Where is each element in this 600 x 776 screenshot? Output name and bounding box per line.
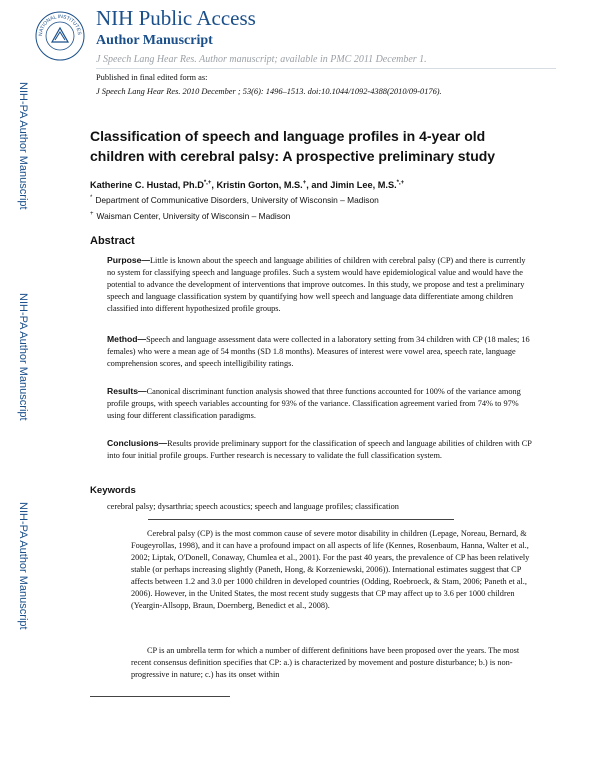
author-gorton: Kristin Gorton, M.S. (216, 180, 303, 191)
body-paragraph-2: CP is an umbrella term for which a number of different definitions have been proposed over the years. The most recent consensus definition specifies that CP: a.) is characterized by movement and posture disturbance; b.) is non-progressive in nature; c.) has its onset within (131, 646, 520, 679)
body-paragraph-1: Cerebral palsy (CP) is the most common cause of severe motor disability in children (Lepage, Noreau, Bernard, & Fougeyrollas, 1998), and it can have a profound impact on all aspects of life (Kennes, Rosenbaum, Hanna, Walter et al., 2002; Liptak, O'Donell, Conaway, Chumlea et al., 2001). For the past 40 years, the prevalence of CP has been relatively stable (or perhaps increasing slightly (Paneth, Hong, & Korzeniewski, 2006)). International estimates suggest that CP affects between 1.2 and 3.0 per 1000 children in developed countries (Odding, Roebroeck, & Stam, 2006; Paneth et al., 2006). However, in the United States, the most recent study suggests that CP may affect up to 3.6 per 1000 children (Yeargin-Allsopp, Braun, Doernberg, Benedict et al., 2008). (131, 529, 530, 610)
keywords-heading: Keywords (90, 485, 136, 496)
abstract-method: Method—Speech and language assessment data were collected in a laboratory setting from 34 children with CP (18 males; 16 females) who were a mean age of 54 months (SD 1.8 months). Measures of interest were vowel area, speech rate, language comprehension scores, and speech intelligibility ratings. (107, 334, 530, 368)
affiliation-1: * Department of Communicative Disorders, University of Wisconsin – Madison (90, 195, 379, 205)
availability-citation: J Speech Lang Hear Res. Author manuscript; available in PMC 2011 December 1. (96, 54, 427, 65)
article-title: Classification of speech and language profiles in 4-year old children with cerebral palsy: A prospective preliminary study (90, 128, 496, 164)
side-label-bottom: NIH-PA Author Manuscript (17, 502, 29, 630)
author-hustad: Katherine C. Hustad, Ph.D (90, 180, 204, 191)
keywords-list: cerebral palsy; dysarthria; speech acoustics; speech and language profiles; classification (107, 502, 399, 511)
published-label: Published in final edited form as: (96, 73, 208, 82)
footnote-rule (90, 696, 230, 697)
header-rule (96, 68, 556, 69)
side-label-top: NIH-PA Author Manuscript (17, 82, 29, 210)
author-lee: Jimin Lee, M.S. (330, 180, 397, 191)
abstract-results: Results—Canonical discriminant function analysis showed that three functions accounted for 100% of the variance among profile groups, with speech variables accounting for 93% of the variance. Classification agreement varied from 74% to 97% using four different classification paradigms. (107, 386, 521, 420)
affiliation-2: + Waisman Center, University of Wisconsin – Madison (90, 211, 291, 221)
nih-public-access-title: NIH Public Access (96, 6, 256, 30)
svg-text:NATIONAL INSTITUTES OF HEALTH: NATIONAL INSTITUTES (37, 13, 83, 37)
author-manuscript-label: Author Manuscript (96, 33, 213, 48)
published-citation[interactable]: J Speech Lang Hear Res. 2010 December ; 53(6): 1496–1513. doi:10.1044/1092-4388(2010/09-0176). (96, 87, 442, 96)
abstract-heading: Abstract (90, 235, 135, 247)
abstract-purpose: Purpose—Little is known about the speech and language abilities of children with cerebral palsy (CP) and there is currently no system for classifying speech and language profiles. Such a system would have epidemiological value and would have the potential to advance the development of interventions that improve outcomes. In this study, we propose and test a preliminary speech and language classification system by quantifying how well speech and language data differentiate among children classified into different hypothesized profile groups. (107, 255, 526, 313)
section-divider (148, 519, 454, 520)
nih-logo (34, 4, 86, 64)
author-list: Katherine C. Hustad, Ph.D*,+, Kristin Gorton, M.S.+, and Jimin Lee, M.S.*,+ (90, 180, 405, 191)
side-label-middle: NIH-PA Author Manuscript (17, 293, 29, 421)
abstract-conclusions: Conclusions—Results provide preliminary support for the classification of speech and language abilities of children with CP into four initial profile groups. Further research is necessary to validate the full classification system. (107, 438, 532, 460)
